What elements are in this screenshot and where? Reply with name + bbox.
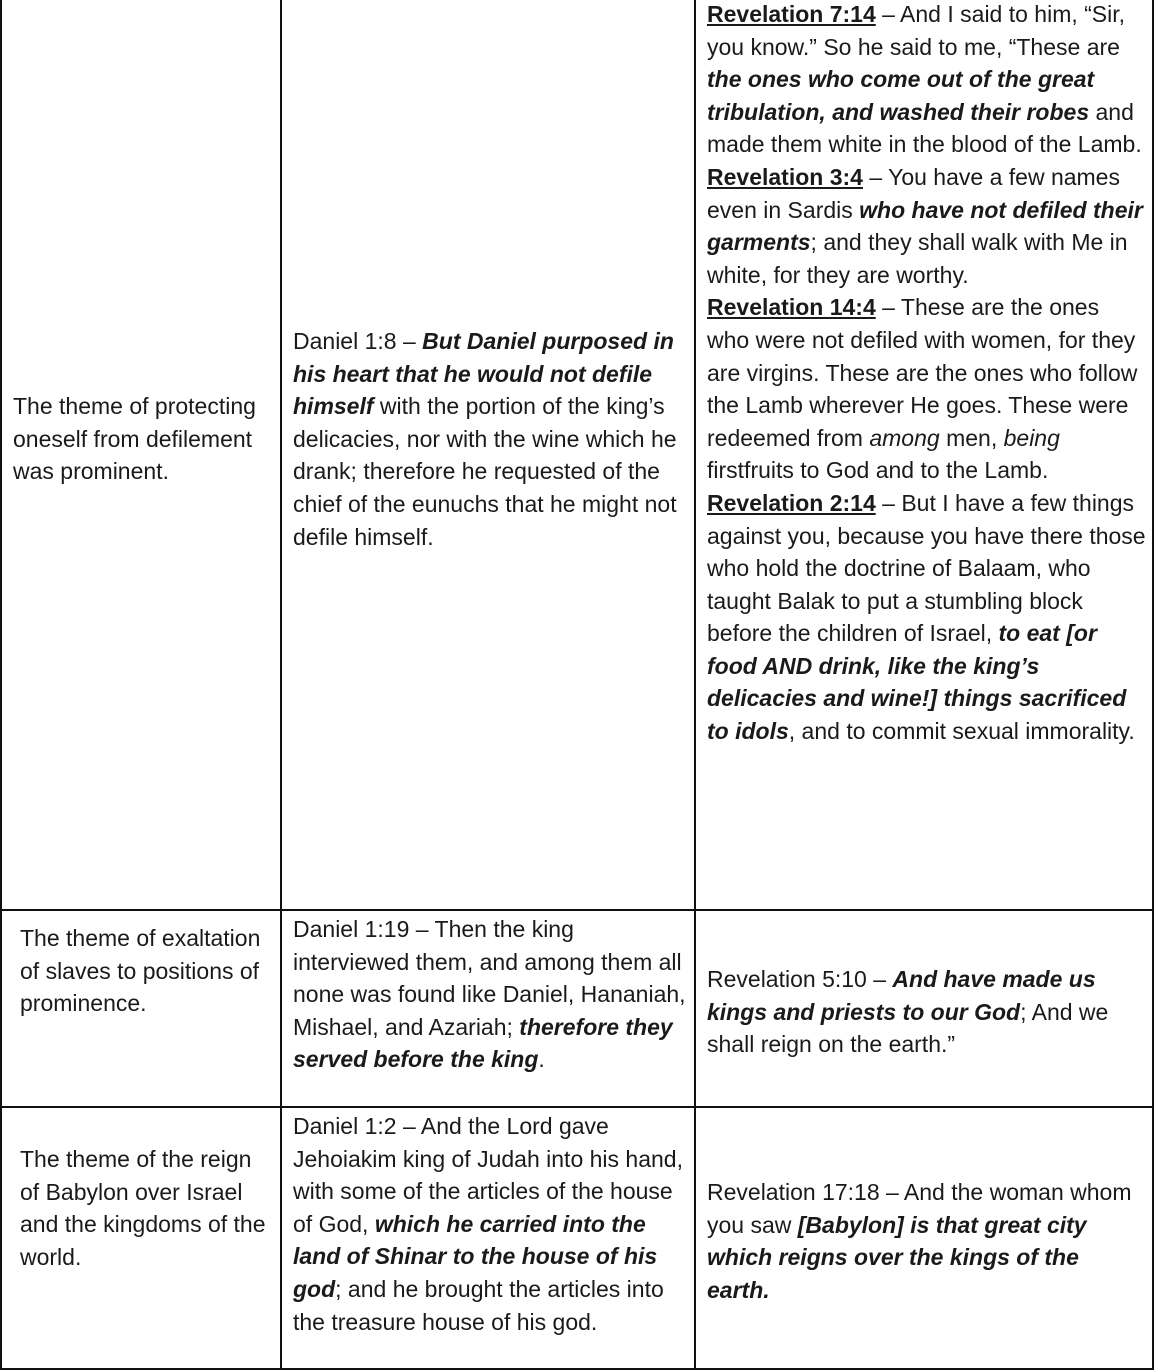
daniel-passage: Daniel 1:8 – But Daniel purposed in his heart that he would not defile himself with the portion of the king’s delicacies, nor with the wine which he drank; therefore he requested of the chief of the eunuchs that he might not defile himself. — [293, 328, 677, 550]
emphasized-text: which he carried into the land of Shinar to the house of his god — [293, 1210, 658, 1302]
revelation-reference: Revelation 2:14 — [707, 489, 876, 516]
revelation-passage: Revelation 2:14 – But I have a few things against you, because you have there those who hold the doctrine of Balaam, who taught Balak to put a stumbling block before the children of Israel, to eat [or food AND drink, like the king’s delicacies and wine!] things sacrificed to idols, and to commit sexual immorality. — [707, 489, 1146, 745]
emphasized-text: And have made us kings and priests to our God — [707, 966, 1096, 1025]
column-divider-2 — [694, 0, 696, 1370]
daniel-cell — [293, 325, 688, 553]
revelation-reference: Revelation 3:4 — [707, 163, 863, 190]
theme-cell — [13, 390, 268, 488]
daniel-cell — [293, 913, 688, 1076]
row-divider-2 — [0, 1106, 1154, 1108]
revelation-reference: Revelation 7:14 — [707, 1, 876, 27]
emphasized-text: But Daniel purposed in his heart that he would not defile himself — [293, 328, 674, 420]
revelation-passage: Revelation 7:14 – And I said to him, “Sir, you know.” So he said to me, “These are the ones who come out of the great tribulation, and washed their robes and made them white in the blood of the Lamb. — [707, 1, 1142, 158]
revelation-passage: Revelation 17:18 – And the woman whom you saw [Babylon] is that great city which reigns over the kings of the earth. — [707, 1179, 1132, 1303]
emphasized-text: who have not defiled their garments — [707, 196, 1143, 256]
emphasized-text: [Babylon] is that great city which reigns over the kings of the earth. — [707, 1211, 1087, 1303]
column-divider-1 — [280, 0, 282, 1370]
revelation-reference: Revelation 14:4 — [707, 294, 876, 321]
emphasized-text: therefore they served before the king — [293, 1013, 673, 1073]
emphasized-text: the ones who come out of the great tribulation, and washed their robes — [707, 66, 1095, 125]
theme-text: The theme of protecting oneself from defilement was prominent. — [13, 393, 256, 485]
daniel-passage: Daniel 1:19 – Then the king interviewed them, and among them all none was found like Daniel, Hananiah, Mishael, and Azariah; therefore they served before the king. — [293, 916, 686, 1073]
revelation-cell — [707, 0, 1147, 748]
theme-cell — [20, 1143, 270, 1273]
emphasized-text: to eat [or food AND drink, like the king’s delicacies and wine!] things sacrificed to idols — [707, 620, 1127, 745]
revelation-cell — [707, 963, 1147, 1061]
theme-cell — [20, 922, 270, 1020]
table-border-left — [0, 0, 2, 1370]
revelation-passage: Revelation 5:10 – And have made us kings and priests to our God; And we shall reign on the earth.” — [707, 966, 1109, 1058]
daniel-passage: Daniel 1:2 – And the Lord gave Jehoiakim king of Judah into his hand, with some of the articles of the house of God, which he carried into the land of Shinar to the house of his god; and he brought the articles into the treasure house of his god. — [293, 1113, 683, 1335]
revelation-passage: Revelation 14:4 – These are the ones who were not defiled with women, for they are virgins. These are the ones who follow the Lamb wherever He goes. These were redeemed from among men, being firstfruits to God and to the Lamb. — [707, 294, 1138, 484]
daniel-reference: Daniel 1:8 — [293, 328, 397, 354]
theme-text: The theme of exaltation of slaves to positions of prominence. — [20, 925, 261, 1017]
theme-text: The theme of the reign of Babylon over Israel and the kingdoms of the world. — [20, 1146, 266, 1270]
daniel-cell — [293, 1110, 688, 1338]
table-border-bottom — [0, 1368, 1154, 1370]
revelation-cell — [707, 1176, 1147, 1306]
row-divider-1 — [0, 909, 1154, 911]
revelation-passage: Revelation 3:4 – You have a few names even in Sardis who have not defiled their garments; and they shall walk with Me in white, for they are worthy. — [707, 163, 1143, 288]
